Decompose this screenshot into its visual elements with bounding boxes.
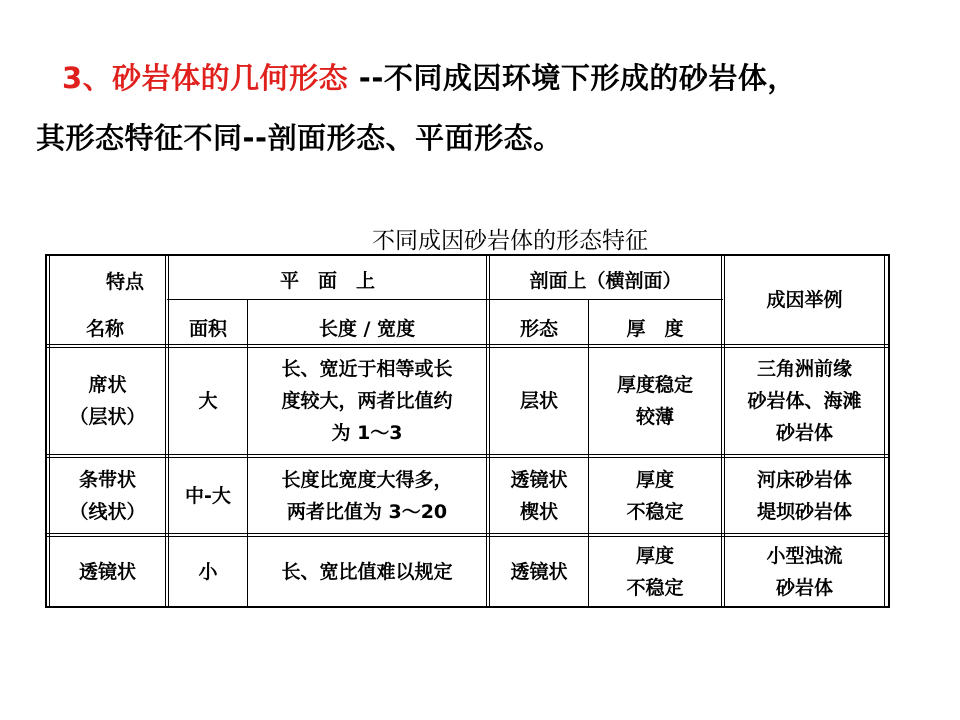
header-plan-view: 平 面 上 [279,270,375,292]
cell-text: 为 1～3 [331,422,403,444]
header-feature: 特点 [105,271,144,293]
cell-text: 度较大，两者比值约 [281,390,453,412]
table-row-1-example [725,348,884,454]
header-thickness: 厚 度 [626,318,684,340]
table-row-2-name [50,458,165,533]
cell-text: 长、宽近于相等或长 [281,358,453,380]
slide-heading-line1 [62,56,797,97]
cell-text: 不稳定 [626,500,684,523]
cell-text: 厚度 [635,468,674,491]
table-row-2-shape [490,458,588,533]
cell-text: 小型浊流 [766,544,843,567]
cell-text: 河床砂岩体 [756,468,852,491]
cell-text: 楔状 [519,500,558,523]
cell-text: 不稳定 [626,576,684,599]
table-row-3-name: 透镜状 [78,560,136,583]
header-length-width: 长度 / 宽度 [318,318,416,340]
cell-text: 堤坝砂岩体 [756,500,852,523]
cell-text: 厚度稳定 [616,374,693,396]
table-row-3-length-width: 长、宽比值难以规定 [281,560,453,583]
cell-text: 砂岩体 [775,576,833,599]
table-row-1-name [50,348,165,454]
table-row-2-thickness [589,458,721,533]
table-row-3-area: 小 [198,560,218,583]
cell-text: 较薄 [635,406,674,428]
cell-text: （线状） [69,500,146,523]
cell-text: 三角洲前缘 [756,358,852,380]
cell-text: 砂岩体 [775,422,833,444]
table-row-1-thickness [589,348,721,454]
table-row-3-shape: 透镜状 [510,560,568,583]
cell-text: 长度比宽度大得多， [281,468,453,491]
table-row-2-example [725,458,884,533]
section-title: 3、砂岩体的几何形态 [62,61,349,95]
cell-text: （层状） [69,406,146,428]
section-subtitle: --不同成因环境下形成的砂岩体， [348,61,797,95]
table-row-2-length-width [248,458,486,533]
cell-text: 条带状 [78,468,136,491]
slide-heading-line2: 其形态特征不同--剖面形态、平面形态。 [36,121,563,155]
cell-text: 砂岩体、海滩 [747,390,862,412]
table-caption: 不同成因砂岩体的形态特征 [372,228,648,254]
header-area: 面积 [188,318,227,340]
header-cross-section: 剖面上（横剖面） [529,270,682,292]
header-name: 名称 [85,318,124,340]
cell-text: 厚度 [635,544,674,567]
header-example: 成因举例 [766,289,843,311]
table-row-3-example [725,537,884,606]
table-row-2-area: 中-大 [185,484,231,507]
cell-text: 两者比值为 3～20 [286,500,448,523]
table-row-3-thickness [589,537,721,606]
table-row-1-length-width [248,348,486,454]
cell-text: 席状 [88,374,127,396]
table-row-1-area: 大 [198,390,218,412]
header-shape: 形态 [519,318,558,340]
table-row-1-shape: 层状 [519,390,558,412]
cell-text: 透镜状 [510,468,568,491]
